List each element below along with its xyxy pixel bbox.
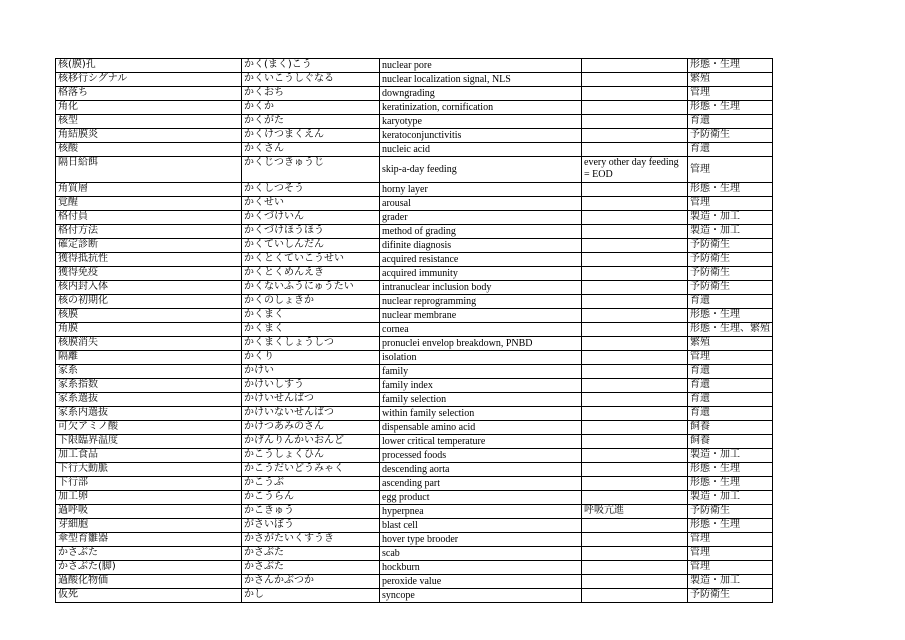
category-cell: 管理 [688,351,773,365]
note-cell [582,197,688,211]
category-cell: 製造・加工 [688,449,773,463]
reading-cell: かくいこうしぐなる [242,73,380,87]
table-row [56,589,773,603]
table-row [56,59,773,73]
category-cell: 製造・加工 [688,575,773,589]
english-cell: within family selection [380,407,582,421]
note-cell [582,421,688,435]
english-cell: nuclear localization signal, NLS [380,73,582,87]
reading-cell: かこうしょくひん [242,449,380,463]
english-cell: karyotype [380,115,582,129]
category-cell: 予防衛生 [688,281,773,295]
category-cell: 管理 [688,533,773,547]
english-cell: grader [380,211,582,225]
english-cell: cornea [380,323,582,337]
term-cell: 確定診断 [56,239,242,253]
table-row [56,87,773,101]
term-cell: 下行部 [56,477,242,491]
english-cell: nucleic acid [380,143,582,157]
note-cell [582,59,688,73]
term-cell: 加工卵 [56,491,242,505]
reading-cell: かくしつそう [242,183,380,197]
term-cell: 下行大動脈 [56,463,242,477]
reading-cell: かこきゅう [242,505,380,519]
note-cell [582,225,688,239]
term-cell: 加工食品 [56,449,242,463]
english-cell: hyperpnea [380,505,582,519]
table-row [56,365,773,379]
table-row [56,547,773,561]
reading-cell: かくじつきゅうじ [242,157,380,183]
term-cell: 家系 [56,365,242,379]
term-cell: 家系内選抜 [56,407,242,421]
table-row [56,379,773,393]
table-row [56,143,773,157]
term-cell: 核酸 [56,143,242,157]
category-cell: 育遺 [688,295,773,309]
table-row [56,101,773,115]
category-cell: 管理 [688,157,773,183]
note-cell [582,379,688,393]
reading-cell: かくせい [242,197,380,211]
category-cell: 形態・生理、繁殖 [688,323,773,337]
english-cell: nuclear membrane [380,309,582,323]
category-cell: 予防衛生 [688,239,773,253]
reading-cell: かさがたいくすうき [242,533,380,547]
note-cell [582,533,688,547]
english-cell: difinite diagnosis [380,239,582,253]
note-cell [582,281,688,295]
category-cell: 形態・生理 [688,183,773,197]
note-cell [582,491,688,505]
table-row [56,239,773,253]
english-cell: acquired immunity [380,267,582,281]
category-cell: 予防衛生 [688,253,773,267]
note-cell [582,129,688,143]
reading-cell: がさいぼう [242,519,380,533]
english-cell: egg product [380,491,582,505]
note-cell [582,561,688,575]
reading-cell: かくがた [242,115,380,129]
term-cell: 下限臨界温度 [56,435,242,449]
reading-cell: かけいしすう [242,379,380,393]
table-row [56,309,773,323]
english-cell: pronuclei envelop breakdown, PNBD [380,337,582,351]
category-cell: 製造・加工 [688,225,773,239]
category-cell: 管理 [688,87,773,101]
term-cell: 格付方法 [56,225,242,239]
table-row [56,351,773,365]
reading-cell: かさぶた [242,547,380,561]
term-cell: 格落ち [56,87,242,101]
reading-cell: かくまく [242,323,380,337]
reading-cell: かくづけほうほう [242,225,380,239]
category-cell: 予防衛生 [688,129,773,143]
note-cell [582,239,688,253]
english-cell: skip-a-day feeding [380,157,582,183]
note-cell [582,253,688,267]
category-cell: 管理 [688,561,773,575]
category-cell: 飼養 [688,435,773,449]
reading-cell: かさんかぶつか [242,575,380,589]
note-cell [582,73,688,87]
table-row [56,449,773,463]
table-row [56,281,773,295]
table-row [56,477,773,491]
english-cell: keratinization, cornification [380,101,582,115]
term-cell: 家系指数 [56,379,242,393]
table-row [56,295,773,309]
table-row [56,463,773,477]
category-cell: 形態・生理 [688,519,773,533]
category-cell: 予防衛生 [688,267,773,281]
table-row [56,323,773,337]
table-row [56,407,773,421]
note-cell: every other day feeding = EOD [582,157,688,183]
term-cell: 覚醒 [56,197,242,211]
reading-cell: かくおち [242,87,380,101]
category-cell: 予防衛生 [688,589,773,603]
english-cell: ascending part [380,477,582,491]
reading-cell: かくけつまくえん [242,129,380,143]
category-cell: 形態・生理 [688,463,773,477]
english-cell: keratoconjunctivitis [380,129,582,143]
reading-cell: かくとくめんえき [242,267,380,281]
glossary-table [55,58,773,603]
category-cell: 予防衛生 [688,505,773,519]
english-cell: downgrading [380,87,582,101]
table-row [56,491,773,505]
note-cell [582,267,688,281]
term-cell: 格付員 [56,211,242,225]
english-cell: lower critical temperature [380,435,582,449]
category-cell: 形態・生理 [688,309,773,323]
note-cell [582,407,688,421]
term-cell: 角膜 [56,323,242,337]
note-cell [582,589,688,603]
table-row [56,533,773,547]
table-row [56,157,773,183]
note-cell [582,143,688,157]
term-cell: 過酸化物価 [56,575,242,589]
reading-cell: かこうらん [242,491,380,505]
term-cell: 過呼吸 [56,505,242,519]
table-row [56,337,773,351]
note-cell [582,463,688,477]
category-cell: 製造・加工 [688,491,773,505]
term-cell: 核移行シグナル [56,73,242,87]
table-row [56,183,773,197]
table-row [56,197,773,211]
term-cell: 角質層 [56,183,242,197]
term-cell: 獲得免疫 [56,267,242,281]
reading-cell: かくか [242,101,380,115]
term-cell: 傘型育雛器 [56,533,242,547]
english-cell: family [380,365,582,379]
note-cell [582,101,688,115]
reading-cell: かげんりんかいおんど [242,435,380,449]
category-cell: 形態・生理 [688,101,773,115]
note-cell [582,309,688,323]
glossary-table-body [56,59,773,603]
reading-cell: かくとくていこうせい [242,253,380,267]
english-cell: arousal [380,197,582,211]
english-cell: peroxide value [380,575,582,589]
category-cell: 管理 [688,197,773,211]
reading-cell: かくづけいん [242,211,380,225]
reading-cell: かけいないせんばつ [242,407,380,421]
reading-cell: かくまくしょうしつ [242,337,380,351]
category-cell: 繁殖 [688,337,773,351]
table-row [56,129,773,143]
note-cell [582,351,688,365]
term-cell: 角化 [56,101,242,115]
category-cell: 管理 [688,547,773,561]
category-cell: 繁殖 [688,73,773,87]
table-row [56,435,773,449]
category-cell: 育遺 [688,379,773,393]
category-cell: 育遺 [688,407,773,421]
reading-cell: かくさん [242,143,380,157]
english-cell: syncope [380,589,582,603]
english-cell: scab [380,547,582,561]
table-row [56,421,773,435]
category-cell: 育遺 [688,393,773,407]
table-row [56,253,773,267]
note-cell [582,337,688,351]
table-row [56,393,773,407]
english-cell: acquired resistance [380,253,582,267]
note-cell [582,575,688,589]
category-cell: 育遺 [688,365,773,379]
reading-cell: かくり [242,351,380,365]
english-cell: nuclear pore [380,59,582,73]
table-row [56,267,773,281]
english-cell: intranuclear inclusion body [380,281,582,295]
english-cell: blast cell [380,519,582,533]
note-cell [582,323,688,337]
term-cell: 家系選抜 [56,393,242,407]
term-cell: かさぶた [56,547,242,561]
reading-cell: かこうぶ [242,477,380,491]
term-cell: 獲得抵抗性 [56,253,242,267]
english-cell: horny layer [380,183,582,197]
note-cell [582,449,688,463]
term-cell: 隔離 [56,351,242,365]
reading-cell: かくないふうにゅうたい [242,281,380,295]
english-cell: processed foods [380,449,582,463]
note-cell [582,211,688,225]
table-row [56,211,773,225]
term-cell: 仮死 [56,589,242,603]
table-row [56,505,773,519]
english-cell: hover type brooder [380,533,582,547]
reading-cell: かくまく [242,309,380,323]
term-cell: 核膜消失 [56,337,242,351]
reading-cell: かくていしんだん [242,239,380,253]
term-cell: 可欠アミノ酸 [56,421,242,435]
category-cell: 育遺 [688,143,773,157]
note-cell [582,477,688,491]
table-row [56,519,773,533]
note-cell [582,87,688,101]
term-cell: 核膜 [56,309,242,323]
english-cell: hockburn [380,561,582,575]
reading-cell: かさぶた [242,561,380,575]
table-row [56,115,773,129]
category-cell: 形態・生理 [688,59,773,73]
table-row [56,575,773,589]
reading-cell: かけいせんばつ [242,393,380,407]
reading-cell: かけい [242,365,380,379]
term-cell: 核内封入体 [56,281,242,295]
term-cell: 隔日給餌 [56,157,242,183]
reading-cell: かく(まく)こう [242,59,380,73]
note-cell [582,295,688,309]
note-cell [582,519,688,533]
note-cell [582,547,688,561]
term-cell: 核型 [56,115,242,129]
category-cell: 形態・生理 [688,477,773,491]
english-cell: method of grading [380,225,582,239]
english-cell: isolation [380,351,582,365]
table-row [56,225,773,239]
english-cell: family selection [380,393,582,407]
reading-cell: かこうだいどうみゃく [242,463,380,477]
english-cell: descending aorta [380,463,582,477]
english-cell: dispensable amino acid [380,421,582,435]
term-cell: 核(膜)孔 [56,59,242,73]
note-cell [582,393,688,407]
term-cell: 角結膜炎 [56,129,242,143]
category-cell: 育遺 [688,115,773,129]
note-cell [582,365,688,379]
table-row [56,73,773,87]
english-cell: family index [380,379,582,393]
term-cell: かさぶた(脚) [56,561,242,575]
reading-cell: かけつあみのさん [242,421,380,435]
note-cell [582,183,688,197]
table-row [56,561,773,575]
category-cell: 製造・加工 [688,211,773,225]
note-cell: 呼吸亢進 [582,505,688,519]
note-cell [582,115,688,129]
category-cell: 飼養 [688,421,773,435]
english-cell: nuclear reprogramming [380,295,582,309]
reading-cell: かし [242,589,380,603]
term-cell: 核の初期化 [56,295,242,309]
term-cell: 芽細胞 [56,519,242,533]
note-cell [582,435,688,449]
reading-cell: かくのしょきか [242,295,380,309]
